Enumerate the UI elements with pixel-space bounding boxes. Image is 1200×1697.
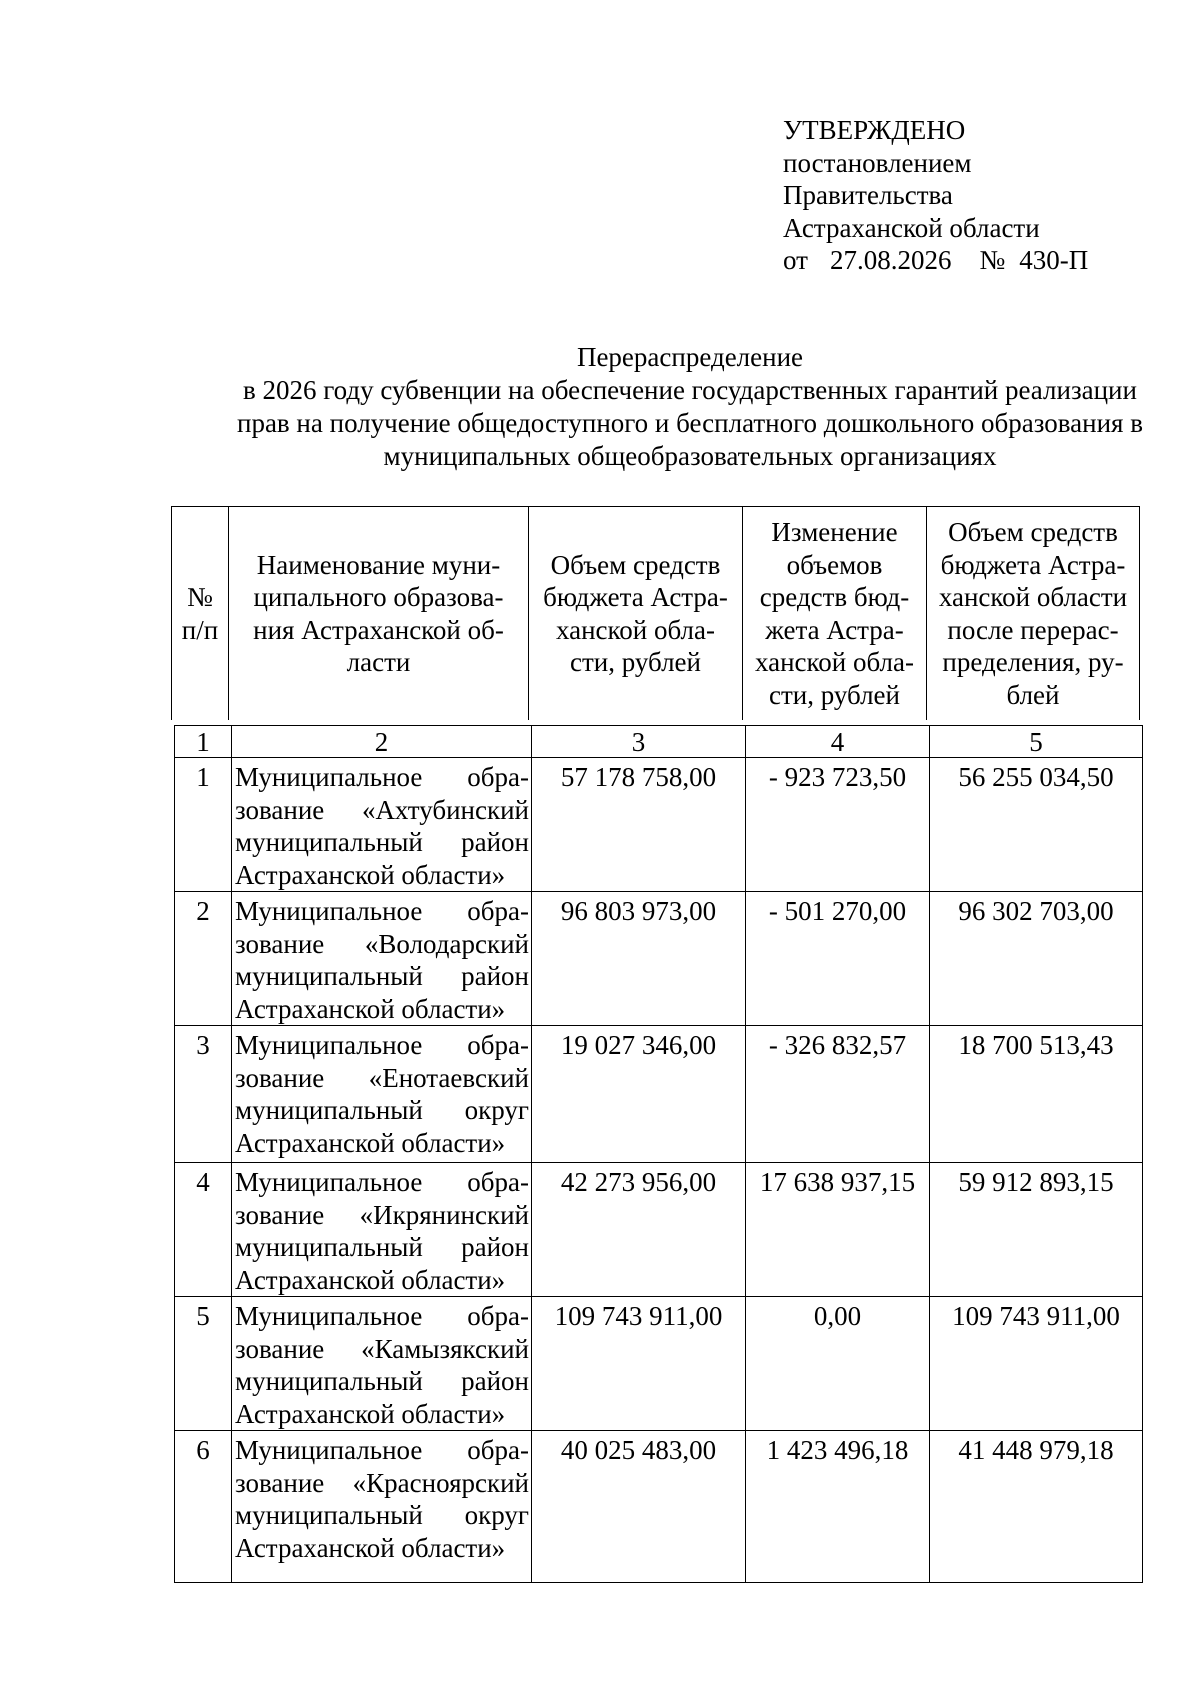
name-line: муниципальный округ: [235, 1500, 529, 1530]
table-row: [175, 1163, 1143, 1297]
name-line: муниципальный район: [235, 827, 529, 857]
approval-line-4: Астраханской области: [783, 212, 1040, 243]
header-text: средств бюд-: [759, 582, 910, 612]
column-number: 1: [175, 726, 232, 758]
row-number: 4: [175, 1163, 232, 1297]
header-text: ханской области: [938, 582, 1128, 612]
name-line: Муниципальное обра-: [235, 1030, 529, 1060]
municipality-name: [232, 1297, 532, 1431]
column-number: 4: [746, 726, 930, 758]
row-number: 5: [175, 1297, 232, 1431]
budget-value: 109 743 911,00: [532, 1297, 746, 1431]
header-text: после перерас-: [947, 614, 1119, 645]
name-line: зование «Енотаевский: [235, 1062, 529, 1093]
approval-from-label: от: [783, 245, 808, 275]
table-row: [175, 1297, 1143, 1431]
name-line: муниципальный район: [235, 1366, 529, 1396]
document-title: [170, 341, 1200, 473]
title-line-3: прав на получение общедоступного и бесплатного дошкольного образования в: [237, 408, 1143, 438]
approval-line-2: постановлением: [783, 147, 972, 178]
name-line: Муниципальное обра-: [235, 1301, 529, 1331]
municipality-name: [232, 1431, 532, 1583]
budget-value: 57 178 758,00: [532, 758, 746, 892]
title-line-4: муниципальных общеобразовательных организациях: [383, 441, 997, 471]
table-row: [175, 1026, 1143, 1163]
table-header: [171, 506, 1140, 720]
header-text: Объем средств: [550, 549, 721, 580]
header-text: ния Астраханской об-: [253, 614, 504, 645]
header-text: Изменение: [771, 517, 898, 547]
header-row: [172, 507, 1140, 721]
budget-value: 19 027 346,00: [532, 1026, 746, 1163]
name-line: Муниципальное обра-: [235, 896, 529, 926]
after-value: 96 302 703,00: [930, 892, 1143, 1026]
header-text: бюджета Астра-: [543, 582, 728, 612]
after-value: 59 912 893,15: [930, 1163, 1143, 1297]
municipality-name: [232, 1163, 532, 1297]
header-text: Наименование муни-: [256, 549, 501, 580]
name-line: зование «Володарский: [235, 928, 529, 959]
after-value: 18 700 513,43: [930, 1026, 1143, 1163]
change-value: 17 638 937,15: [746, 1163, 930, 1297]
approval-number: 430-П: [1019, 245, 1089, 275]
approval-number-sign: №: [979, 245, 1006, 275]
change-value: - 923 723,50: [746, 758, 930, 892]
name-line: зование «Ахтубинский: [235, 794, 529, 825]
after-value: 109 743 911,00: [930, 1297, 1143, 1431]
table-row: [175, 892, 1143, 1026]
name-line: Муниципальное обра-: [235, 1167, 529, 1197]
name-line: муниципальный район: [235, 961, 529, 991]
change-value: 1 423 496,18: [746, 1431, 930, 1583]
header-text: ципального образова-: [253, 582, 504, 612]
header-text: объемов: [786, 549, 883, 580]
header-text: ханской обла-: [754, 647, 915, 677]
change-value: - 326 832,57: [746, 1026, 930, 1163]
name-line: Муниципальное обра-: [235, 762, 529, 792]
column-number: 3: [532, 726, 746, 758]
name-line: зование «Икрянинский: [235, 1199, 529, 1230]
data-table: [174, 725, 1143, 1583]
after-value: 41 448 979,18: [930, 1431, 1143, 1583]
approval-heading: УТВЕРЖДЕНО: [783, 115, 966, 145]
name-line: муниципальный округ: [235, 1095, 529, 1125]
name-line: Астраханской области»: [235, 1532, 506, 1563]
approval-line-3: Правительства: [783, 180, 953, 210]
title-line-1: Перераспределение: [576, 342, 804, 372]
budget-value: 42 273 956,00: [532, 1163, 746, 1297]
table-row: [175, 1431, 1143, 1583]
name-line: зование «Красноярский: [235, 1467, 529, 1498]
row-number: 1: [175, 758, 232, 892]
row-number: 6: [175, 1431, 232, 1583]
header-cell-name: [229, 507, 529, 721]
approval-stamp: [783, 114, 1088, 277]
change-value: 0,00: [746, 1297, 930, 1431]
header-cell-change: [743, 507, 927, 721]
title-line-2: в 2026 году субвенции на обеспечение государственных гарантий реализации: [243, 375, 1137, 405]
column-number: 2: [232, 726, 532, 758]
header-text: п/п: [181, 614, 219, 645]
header-text: пределения, ру-: [942, 647, 1124, 677]
header-text: ласти: [346, 647, 411, 677]
budget-value: 96 803 973,00: [532, 892, 746, 1026]
header-text: блей: [1006, 679, 1060, 710]
row-number: 2: [175, 892, 232, 1026]
header-cell-after: [927, 507, 1140, 721]
approval-date-line: [783, 244, 1088, 277]
header-text: жета Астра-: [765, 614, 904, 645]
municipality-name: [232, 892, 532, 1026]
name-line: Астраханской области»: [235, 1264, 506, 1295]
change-value: - 501 270,00: [746, 892, 930, 1026]
header-text: ханской обла-: [555, 614, 716, 645]
row-number: 3: [175, 1026, 232, 1163]
header-text: бюджета Астра-: [940, 549, 1126, 580]
name-line: муниципальный район: [235, 1232, 529, 1262]
header-cell-budget: [529, 507, 743, 721]
header-text: №: [187, 582, 213, 612]
name-line: зование «Камызякский: [235, 1333, 529, 1364]
municipality-name: [232, 1026, 532, 1163]
name-line: Астраханской области»: [235, 859, 506, 890]
name-line: Муниципальное обра-: [235, 1435, 529, 1465]
column-number-row: [175, 726, 1143, 758]
after-value: 56 255 034,50: [930, 758, 1143, 892]
name-line: Астраханской области»: [235, 1127, 506, 1158]
table-row: [175, 758, 1143, 892]
name-line: Астраханской области»: [235, 993, 506, 1024]
name-line: Астраханской области»: [235, 1398, 506, 1429]
budget-value: 40 025 483,00: [532, 1431, 746, 1583]
header-text: Объем средств: [948, 517, 1118, 547]
municipality-name: [232, 758, 532, 892]
header-text: сти, рублей: [769, 679, 900, 710]
column-number: 5: [930, 726, 1143, 758]
approval-date: 27.08.2026: [829, 245, 952, 275]
header-text: сти, рублей: [570, 647, 701, 677]
header-cell-number: [172, 507, 229, 721]
